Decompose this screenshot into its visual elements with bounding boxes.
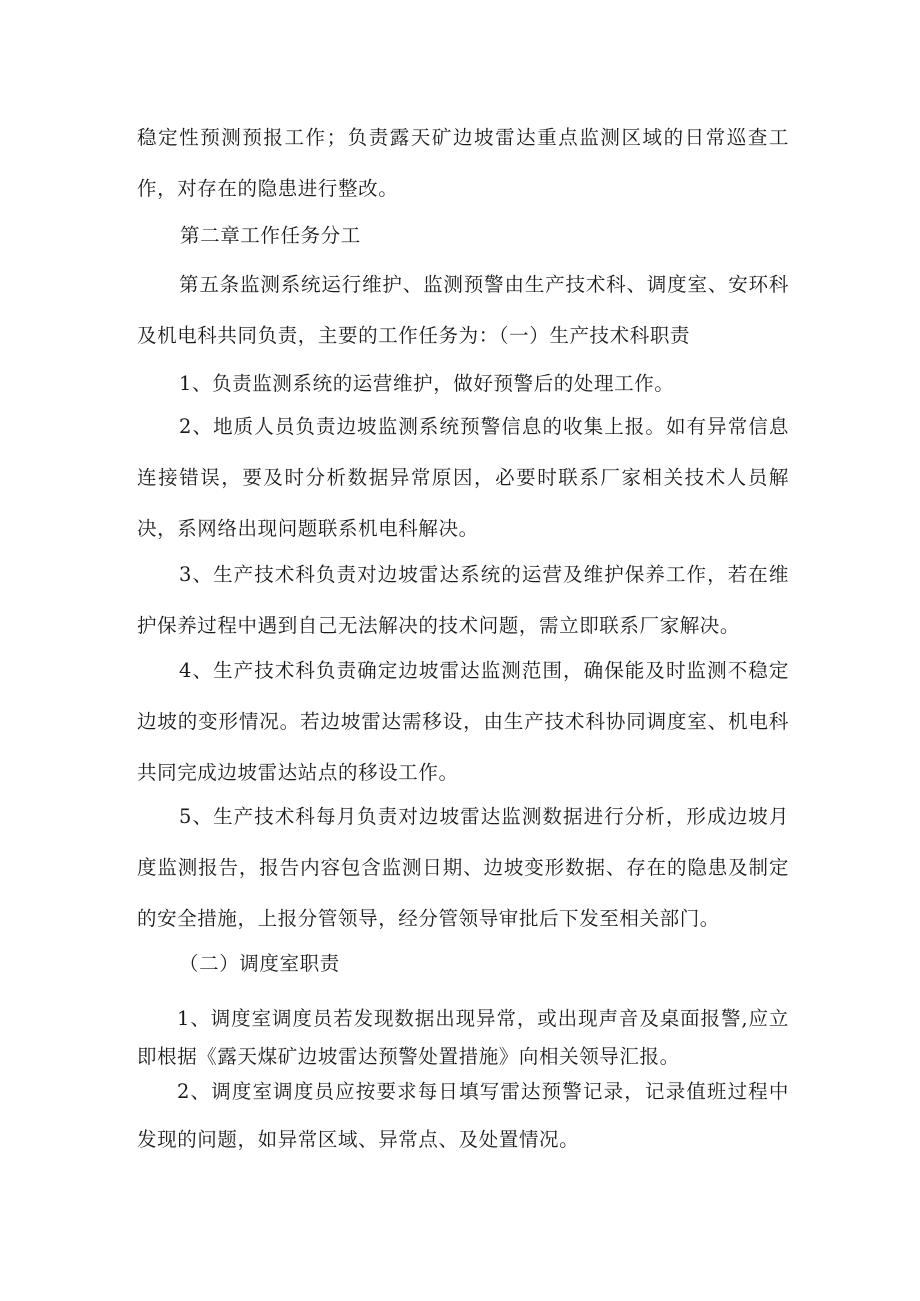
list-item-4: 4、生产技术科负责确定边坡雷达监测范围，确保能及时监测不稳定边坡的变形情况。若边坡雷达需移设，由生产技术科协同调度室、机电科共同完成边坡雷达站点的移设工作。 [137,659,789,784]
list-item-5: 5、生产技术科每月负责对边坡雷达监测数据进行分析，形成边坡月度监测报告，报告内容包含监测日期、边坡变形数据、存在的隐患及制定的安全措施，上报分管领导，经分管领导审批后下发至相关部门。 [137,805,789,930]
list-item-3: 3、生产技术科负责对边坡雷达系统的运营及维护保养工作，若在维护保养过程中遇到自己无法解决的技术问题，需立即联系厂家解决。 [137,563,789,637]
article-5-paragraph: 第五条监测系统运行维护、监测预警由生产技术科、调度室、安环科及机电科共同负责，主要的工作任务为：（一）生产技术科职责 [137,273,789,347]
paragraph-continuation: 稳定性预测预报工作；负责露天矿边坡雷达重点监测区域的日常巡查工作，对存在的隐患进行整改。 [137,126,789,200]
section-heading-dispatch: （二）调度室职责 [179,952,340,975]
chapter-heading: 第二章工作任务分工 [180,224,361,247]
list-item-1: 1、负责监测系统的运营维护，做好预警后的处理工作。 [179,372,675,395]
list-item-2: 2、地质人员负责边坡监测系统预警信息的收集上报。如有异常信息连接错误，要及时分析数据异常原因，必要时联系厂家相关技术人员解决，系网络出现问题联系机电科解决。 [137,415,789,540]
dispatch-item-2: 2、调度室调度员应按要求每日填写雷达预警记录，记录值班过程中发现的问题，如异常区域、异常点、及处置情况。 [137,1080,789,1151]
dispatch-item-1: 1、调度室调度员若发现数据出现异常，或出现声音及桌面报警,应立即根据《露天煤矿边坡雷达预警处置措施》向相关领导汇报。 [137,1007,789,1068]
